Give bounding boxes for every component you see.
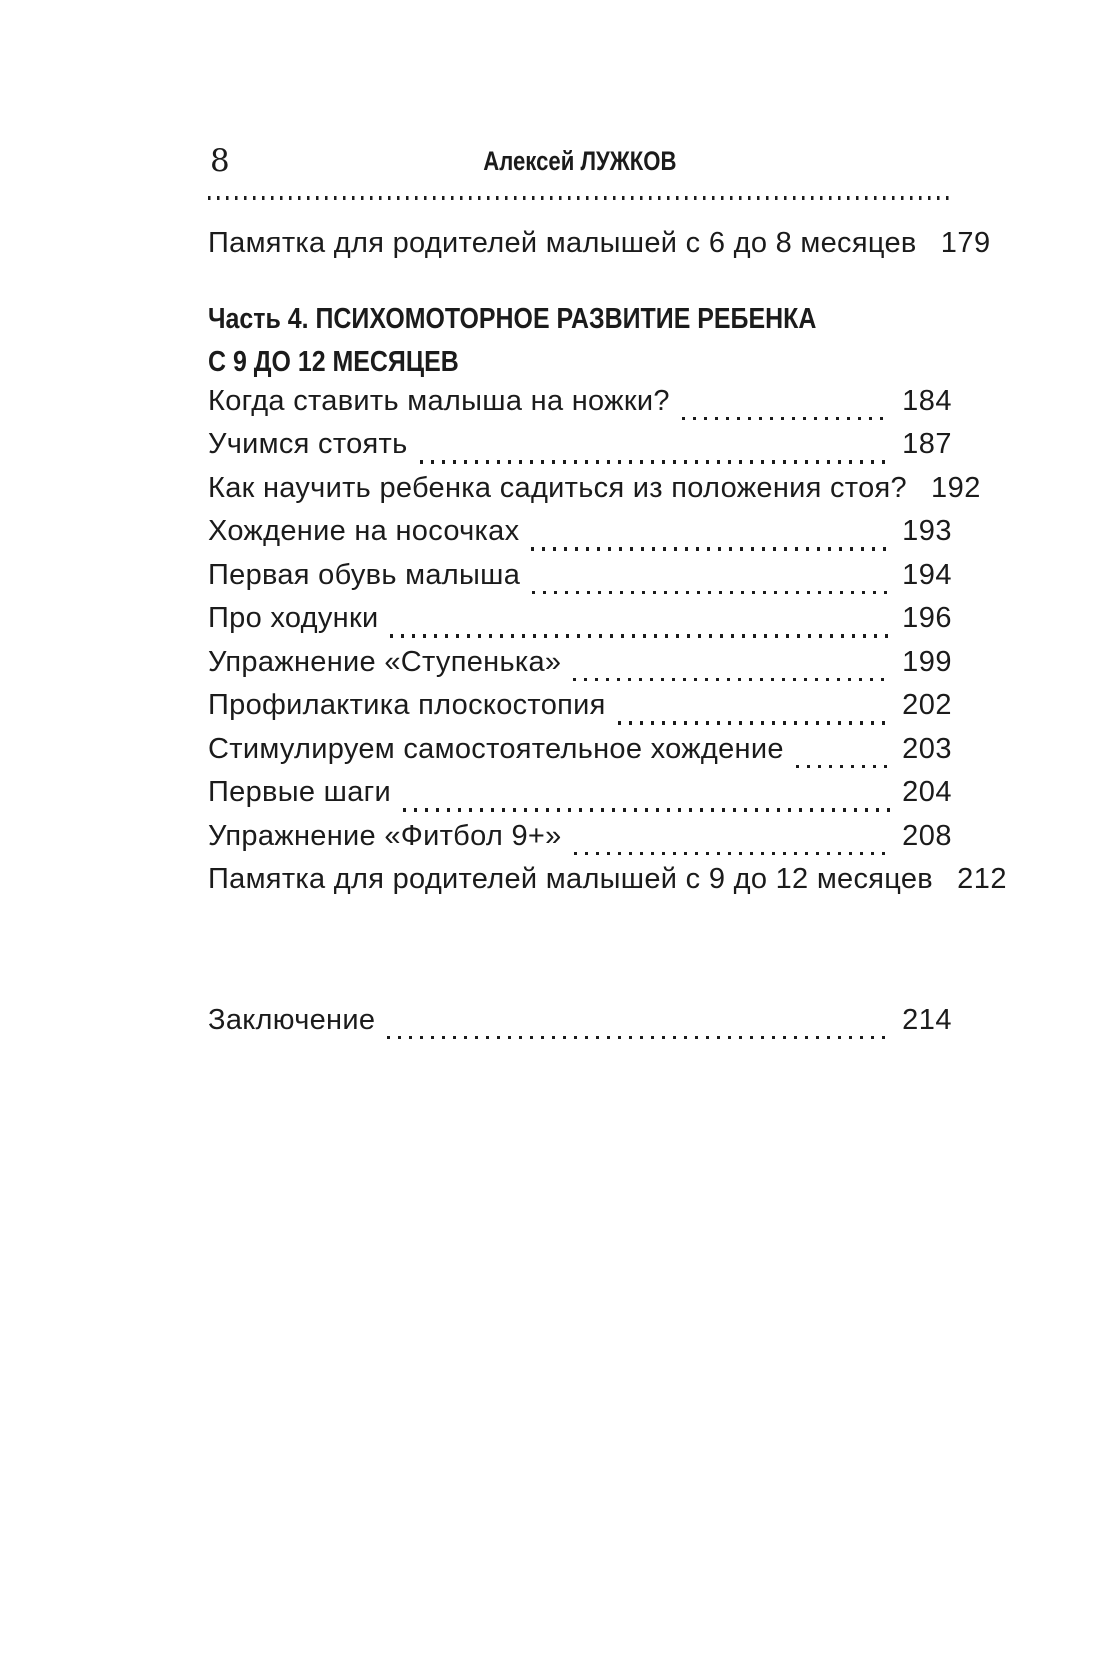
- toc-entry-title: Памятка для родителей малышей с 6 до 8 месяцев: [208, 227, 917, 259]
- toc-entry: [208, 820, 952, 864]
- section-heading-line1: Часть 4. ПСИХОМОТОРНОЕ РАЗВИТИЕ РЕБЕНКА: [208, 302, 817, 335]
- toc-entry-title: Про ходунки: [208, 602, 379, 634]
- toc-entry-page: 193: [902, 515, 952, 547]
- section-heading: [208, 298, 952, 385]
- dot-leader: [618, 721, 890, 724]
- toc-entry-title: Хождение на носочках: [208, 515, 520, 547]
- toc-entry-page: 214: [902, 1003, 952, 1036]
- running-head-text: Алексей ЛУЖКОВ: [483, 146, 677, 176]
- dot-leader: [390, 634, 890, 637]
- toc-entry-page: 204: [902, 776, 952, 808]
- toc-entry: [208, 863, 1008, 907]
- toc-entry: [208, 428, 952, 472]
- toc-entry: [208, 385, 952, 429]
- page-header: [208, 140, 952, 200]
- toc-entry-page: 194: [902, 558, 952, 591]
- dot-leader: [387, 1036, 890, 1039]
- toc-entry-page: 199: [902, 645, 952, 678]
- toc-entry-page: 202: [902, 689, 952, 721]
- toc-entry-page: 212: [957, 863, 1008, 895]
- dot-leader: [420, 460, 890, 463]
- toc-entry-title: Учимся стоять: [208, 428, 408, 460]
- dot-leader: [573, 678, 890, 681]
- toc-entry-page: 196: [902, 602, 952, 634]
- toc-entry-page: 184: [902, 384, 952, 417]
- dot-leader: [531, 547, 890, 550]
- toc-entry-title: Как научить ребенка садиться из положения стоя?: [208, 471, 907, 504]
- running-head-row: [208, 140, 952, 182]
- dot-leader: [682, 417, 890, 420]
- toc-entry-title: Профилактика плоскостопия: [208, 689, 606, 721]
- toc-entry-title: Заключение: [208, 1003, 376, 1036]
- toc-entry-title: Когда ставить малыша на ножки?: [208, 384, 670, 417]
- dot-leader: [574, 852, 890, 855]
- toc-entry: [208, 471, 981, 516]
- toc-entry-conclusion: [208, 1004, 952, 1048]
- toc-entry-title: Первая обувь малыша: [208, 558, 521, 591]
- toc-entry-page: 192: [931, 471, 981, 504]
- toc-entry-title: Памятка для родителей малышей с 9 до 12 месяцев: [208, 863, 934, 895]
- dot-leader: [532, 591, 890, 594]
- toc-entry-title: Упражнение «Ступенька»: [208, 645, 562, 678]
- toc-entry: [208, 733, 952, 777]
- toc-entry-title: Упражнение «Фитбол 9+»: [208, 819, 562, 852]
- folio-page-number: 8: [210, 143, 230, 179]
- dot-leader: [796, 765, 890, 768]
- toc-entry-title: Стимулируем самостоятельное хождение: [208, 732, 784, 765]
- toc-entry: [208, 559, 952, 603]
- toc-entry: [208, 515, 952, 559]
- toc-entry-page: 179: [940, 227, 991, 259]
- toc-entry-page: 203: [902, 732, 952, 765]
- running-head: [208, 140, 952, 182]
- header-dotted-rule: [208, 196, 952, 200]
- toc-entry: [208, 646, 952, 690]
- toc-entry-page: 208: [902, 819, 952, 852]
- toc-entry: [208, 227, 991, 271]
- toc-entry-page: 187: [902, 428, 952, 460]
- toc-entry-title: Первые шаги: [208, 776, 392, 808]
- section-heading-line2: С 9 ДО 12 МЕСЯЦЕВ: [208, 346, 459, 378]
- toc-entry: [208, 602, 952, 646]
- toc-entry: [208, 776, 952, 820]
- table-of-contents: [208, 227, 1008, 1047]
- dot-leader: [403, 808, 890, 811]
- toc-entry: [208, 689, 952, 733]
